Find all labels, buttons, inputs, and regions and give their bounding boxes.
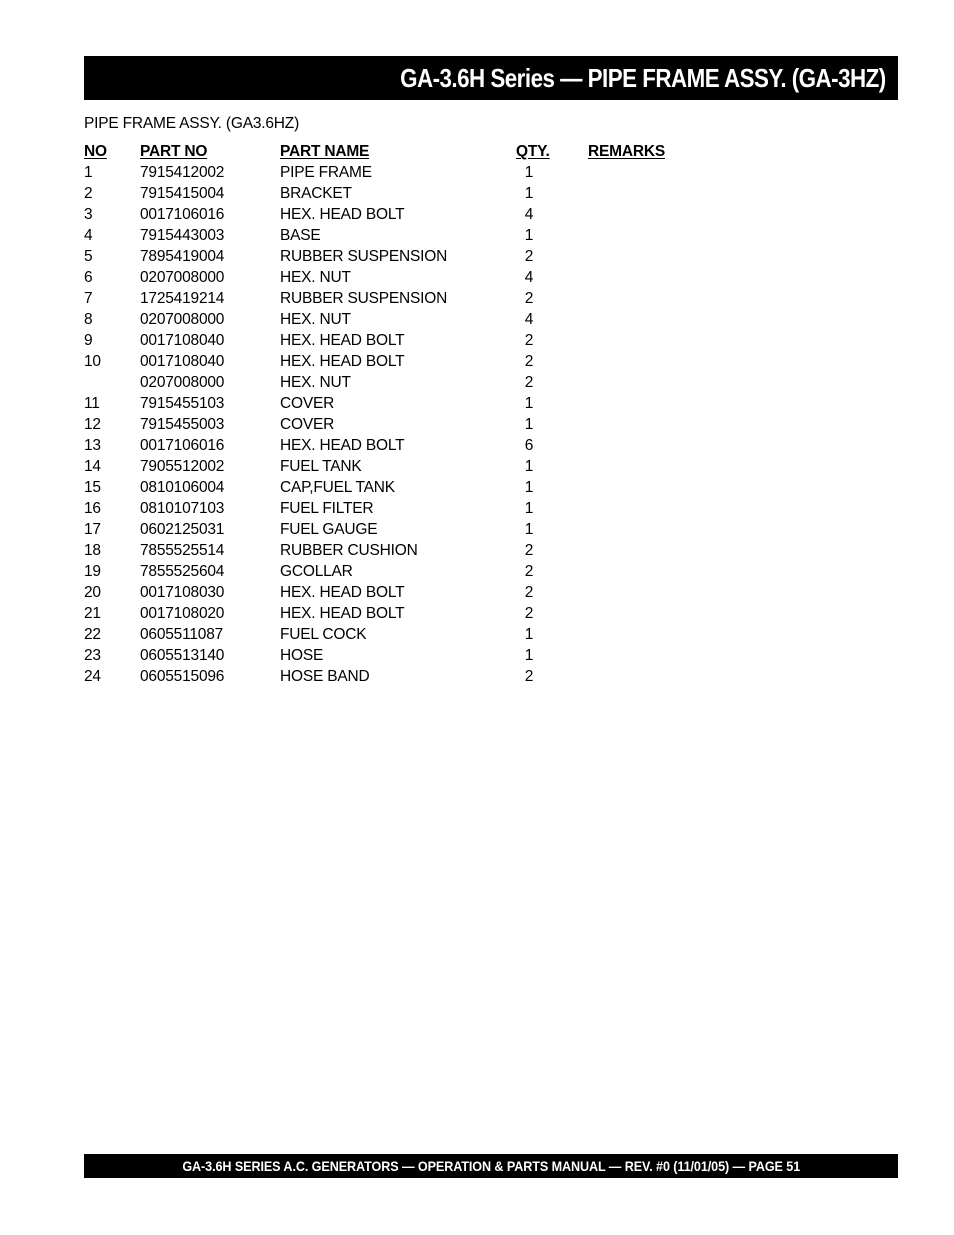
table-row	[84, 372, 704, 393]
table-row	[84, 351, 704, 372]
cell-qty: 2	[524, 353, 534, 370]
cell-qty: 1	[524, 416, 534, 433]
table-row	[84, 267, 704, 288]
cell-no: 9	[84, 332, 93, 349]
cell-qty: 1	[524, 500, 534, 517]
cell-no: 12	[84, 416, 101, 433]
table-row	[84, 498, 704, 519]
cell-part-name: HOSE	[280, 647, 324, 664]
cell-qty: 4	[524, 269, 534, 286]
cell-no: 6	[84, 269, 93, 286]
cell-part-no: 0017108040	[140, 353, 225, 370]
column-header-no: NO	[84, 143, 107, 160]
cell-qty: 2	[524, 374, 534, 391]
cell-qty: 4	[524, 311, 534, 328]
cell-no: 18	[84, 542, 101, 559]
cell-part-name: HOSE BAND	[280, 668, 370, 685]
cell-no: 21	[84, 605, 101, 622]
cell-qty: 2	[524, 563, 534, 580]
table-row	[84, 666, 704, 687]
column-header-part-no: PART NO	[140, 143, 208, 160]
cell-qty: 1	[524, 521, 534, 538]
cell-qty: 2	[524, 332, 534, 349]
column-header-qty: QTY.	[516, 143, 550, 160]
cell-part-no: 0605513140	[140, 647, 225, 664]
cell-part-name: HEX. NUT	[280, 374, 351, 391]
cell-no: 11	[84, 395, 100, 412]
cell-part-name: HEX. HEAD BOLT	[280, 332, 405, 349]
footer-text: GA-3.6H SERIES A.C. GENERATORS — OPERATION & PARTS MANUAL — REV. #0 (11/01/05) — PAGE 51	[182, 1158, 800, 1174]
cell-no: 24	[84, 668, 101, 685]
cell-part-name: HEX. HEAD BOLT	[280, 584, 405, 601]
cell-no: 7	[84, 290, 93, 307]
cell-no: 13	[84, 437, 101, 454]
cell-part-name: BRACKET	[280, 185, 352, 202]
cell-part-no: 0017106016	[140, 206, 225, 223]
cell-qty: 6	[524, 437, 534, 454]
cell-no: 2	[84, 185, 93, 202]
cell-qty: 2	[524, 605, 534, 622]
table-body	[84, 162, 704, 687]
table-row	[84, 456, 704, 477]
cell-part-no: 0207008000	[140, 269, 225, 286]
table-row	[84, 309, 704, 330]
cell-part-name: COVER	[280, 416, 335, 433]
cell-part-no: 0605515096	[140, 668, 225, 685]
table-row	[84, 540, 704, 561]
cell-part-no: 0602125031	[140, 521, 225, 538]
cell-qty: 2	[524, 542, 534, 559]
cell-part-name: FUEL FILTER	[280, 500, 374, 517]
cell-part-no: 7915455103	[140, 395, 225, 412]
cell-part-no: 0017108030	[140, 584, 225, 601]
cell-part-name: FUEL COCK	[280, 626, 367, 643]
cell-part-name: HEX. HEAD BOLT	[280, 437, 405, 454]
column-header-remarks: REMARKS	[588, 143, 665, 160]
cell-part-no: 7915412002	[140, 164, 225, 181]
cell-part-no: 0017108040	[140, 332, 225, 349]
cell-part-name: HEX. NUT	[280, 311, 351, 328]
cell-qty: 1	[524, 395, 534, 412]
cell-part-name: HEX. HEAD BOLT	[280, 605, 405, 622]
table-row	[84, 624, 704, 645]
table-row	[84, 603, 704, 624]
cell-part-no: 0605511087	[140, 626, 224, 643]
cell-part-name: FUEL GAUGE	[280, 521, 378, 538]
cell-part-no: 0017106016	[140, 437, 225, 454]
table-row	[84, 477, 704, 498]
cell-no: 16	[84, 500, 101, 517]
cell-qty: 1	[524, 164, 534, 181]
cell-part-no: 0810107103	[140, 500, 225, 517]
cell-no: 1	[84, 164, 93, 181]
table-header-row	[84, 141, 704, 162]
cell-part-no: 0207008000	[140, 311, 225, 328]
table-row	[84, 330, 704, 351]
cell-qty: 1	[524, 647, 534, 664]
cell-no: 14	[84, 458, 101, 475]
cell-part-no: 7915443003	[140, 227, 225, 244]
table-row	[84, 519, 704, 540]
cell-part-no: 7855525604	[140, 563, 225, 580]
parts-list-table	[84, 141, 704, 687]
cell-no: 15	[84, 479, 101, 496]
table-row	[84, 645, 704, 666]
cell-part-name: PIPE FRAME	[280, 164, 372, 181]
cell-part-name: RUBBER SUSPENSION	[280, 248, 448, 265]
cell-qty: 1	[524, 185, 534, 202]
cell-qty: 1	[524, 458, 534, 475]
cell-part-no: 7855525514	[140, 542, 225, 559]
cell-qty: 2	[524, 668, 534, 685]
cell-part-no: 7915455003	[140, 416, 225, 433]
cell-part-name: HEX. NUT	[280, 269, 351, 286]
assembly-subtitle: PIPE FRAME ASSY. (GA3.6HZ)	[84, 115, 300, 132]
table-row	[84, 204, 704, 225]
cell-no: 17	[84, 521, 101, 538]
cell-qty: 1	[524, 227, 534, 244]
cell-qty: 2	[524, 290, 534, 307]
cell-part-name: HEX. HEAD BOLT	[280, 353, 405, 370]
cell-part-name: RUBBER SUSPENSION	[280, 290, 448, 307]
cell-part-no: 7915415004	[140, 185, 225, 202]
table-row	[84, 162, 704, 183]
cell-part-name: FUEL TANK	[280, 458, 362, 475]
cell-part-no: 0017108020	[140, 605, 225, 622]
cell-qty: 1	[524, 626, 534, 643]
cell-qty: 2	[524, 584, 534, 601]
cell-part-no: 7895419004	[140, 248, 225, 265]
cell-no: 4	[84, 227, 93, 244]
table-row	[84, 288, 704, 309]
table-row	[84, 435, 704, 456]
table-row	[84, 561, 704, 582]
table-row	[84, 246, 704, 267]
table-row	[84, 414, 704, 435]
cell-part-no: 0810106004	[140, 479, 225, 496]
cell-no: 23	[84, 647, 101, 664]
cell-part-name: RUBBER CUSHION	[280, 542, 418, 559]
cell-no: 8	[84, 311, 93, 328]
cell-no: 19	[84, 563, 101, 580]
cell-part-name: COVER	[280, 395, 335, 412]
cell-qty: 2	[524, 248, 534, 265]
table-row	[84, 183, 704, 204]
page-title: GA-3.6H Series — PIPE FRAME ASSY. (GA-3HZ)	[400, 62, 886, 93]
cell-qty: 4	[524, 206, 534, 223]
table-row	[84, 582, 704, 603]
cell-part-name: BASE	[280, 227, 321, 244]
column-header-part-name: PART NAME	[280, 143, 370, 160]
page-header-bar	[84, 56, 898, 100]
cell-part-name: CAP,FUEL TANK	[280, 479, 395, 496]
cell-part-no: 0207008000	[140, 374, 225, 391]
cell-part-name: HEX. HEAD BOLT	[280, 206, 405, 223]
cell-no: 5	[84, 248, 93, 265]
table-row	[84, 225, 704, 246]
cell-qty: 1	[524, 479, 534, 496]
table-row	[84, 393, 704, 414]
cell-part-name: GCOLLAR	[280, 563, 353, 580]
cell-part-no: 1725419214	[140, 290, 225, 307]
cell-no: 22	[84, 626, 101, 643]
page-footer-bar	[84, 1154, 898, 1178]
cell-part-no: 7905512002	[140, 458, 225, 475]
cell-no: 20	[84, 584, 101, 601]
cell-no: 10	[84, 353, 101, 370]
cell-no: 3	[84, 206, 93, 223]
